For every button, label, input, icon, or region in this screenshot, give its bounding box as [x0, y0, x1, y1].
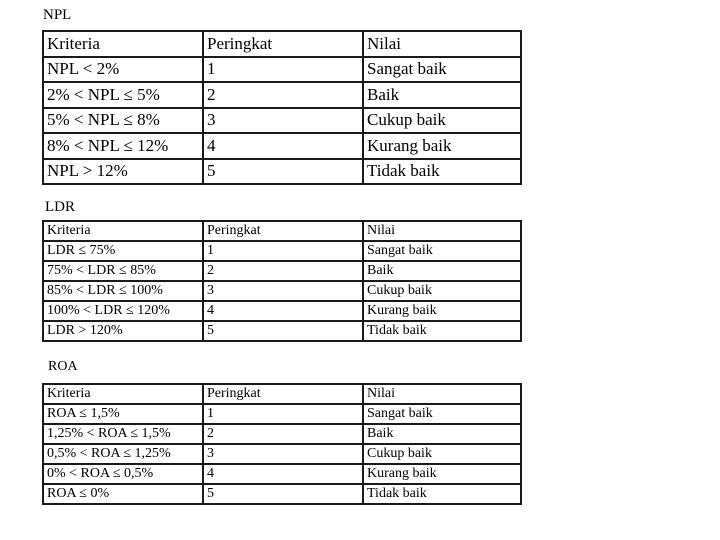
kriteria-cell: 0,5% < ROA ≤ 1,25% — [43, 444, 203, 464]
table-row — [43, 82, 521, 108]
peringkat-cell: 3 — [203, 108, 363, 134]
kriteria-cell: 85% < LDR ≤ 100% — [43, 281, 203, 301]
npl-title: NPL — [43, 7, 72, 23]
header-nilai: Nilai — [363, 31, 521, 57]
header-kriteria: Kriteria — [43, 31, 203, 57]
table-row — [43, 424, 521, 444]
nilai-cell: Tidak baik — [363, 321, 521, 341]
peringkat-cell: 5 — [203, 159, 363, 185]
header-peringkat: Peringkat — [203, 221, 363, 241]
ldr-title: LDR — [45, 199, 75, 215]
kriteria-cell: ROA ≤ 0% — [43, 484, 203, 504]
table-row — [43, 301, 521, 321]
kriteria-cell: 100% < LDR ≤ 120% — [43, 301, 203, 321]
peringkat-cell: 5 — [203, 484, 363, 504]
table-row — [43, 261, 521, 281]
npl-table — [42, 30, 522, 185]
peringkat-cell: 2 — [203, 82, 363, 108]
table-row — [43, 321, 521, 341]
table-row — [43, 281, 521, 301]
nilai-cell: Baik — [363, 261, 521, 281]
peringkat-cell: 1 — [203, 57, 363, 83]
nilai-cell: Baik — [363, 82, 521, 108]
peringkat-cell: 4 — [203, 133, 363, 159]
header-nilai: Nilai — [363, 221, 521, 241]
kriteria-cell: ROA ≤ 1,5% — [43, 404, 203, 424]
nilai-cell: Kurang baik — [363, 301, 521, 321]
kriteria-cell: 5% < NPL ≤ 8% — [43, 108, 203, 134]
header-peringkat: Peringkat — [203, 31, 363, 57]
table-row — [43, 404, 521, 424]
nilai-cell: Sangat baik — [363, 241, 521, 261]
peringkat-cell: 4 — [203, 464, 363, 484]
nilai-cell: Baik — [363, 424, 521, 444]
nilai-cell: Cukup baik — [363, 281, 521, 301]
kriteria-cell: 0% < ROA ≤ 0,5% — [43, 464, 203, 484]
peringkat-cell: 3 — [203, 281, 363, 301]
peringkat-cell: 1 — [203, 241, 363, 261]
peringkat-cell: 2 — [203, 424, 363, 444]
header-kriteria: Kriteria — [43, 221, 203, 241]
peringkat-cell: 5 — [203, 321, 363, 341]
kriteria-cell: LDR > 120% — [43, 321, 203, 341]
header-nilai: Nilai — [363, 384, 521, 404]
table-row — [43, 133, 521, 159]
table-row — [43, 159, 521, 185]
table-row — [43, 444, 521, 464]
nilai-cell: Tidak baik — [363, 159, 521, 185]
roa-table — [42, 383, 522, 505]
table-row — [43, 108, 521, 134]
ldr-table — [42, 220, 522, 342]
peringkat-cell: 1 — [203, 404, 363, 424]
nilai-cell: Cukup baik — [363, 108, 521, 134]
table-row — [43, 241, 521, 261]
kriteria-cell: 2% < NPL ≤ 5% — [43, 82, 203, 108]
header-peringkat: Peringkat — [203, 384, 363, 404]
kriteria-cell: 8% < NPL ≤ 12% — [43, 133, 203, 159]
table-header-row — [43, 31, 521, 57]
peringkat-cell: 2 — [203, 261, 363, 281]
kriteria-cell: 75% < LDR ≤ 85% — [43, 261, 203, 281]
nilai-cell: Kurang baik — [363, 464, 521, 484]
kriteria-cell: NPL > 12% — [43, 159, 203, 185]
kriteria-cell: LDR ≤ 75% — [43, 241, 203, 261]
table-header-row — [43, 221, 521, 241]
roa-title: ROA — [48, 359, 78, 374]
kriteria-cell: NPL < 2% — [43, 57, 203, 83]
table-row — [43, 464, 521, 484]
table-row — [43, 484, 521, 504]
nilai-cell: Kurang baik — [363, 133, 521, 159]
peringkat-cell: 3 — [203, 444, 363, 464]
kriteria-cell: 1,25% < ROA ≤ 1,5% — [43, 424, 203, 444]
nilai-cell: Sangat baik — [363, 57, 521, 83]
nilai-cell: Cukup baik — [363, 444, 521, 464]
table-row — [43, 57, 521, 83]
header-kriteria: Kriteria — [43, 384, 203, 404]
table-header-row — [43, 384, 521, 404]
nilai-cell: Tidak baik — [363, 484, 521, 504]
nilai-cell: Sangat baik — [363, 404, 521, 424]
peringkat-cell: 4 — [203, 301, 363, 321]
